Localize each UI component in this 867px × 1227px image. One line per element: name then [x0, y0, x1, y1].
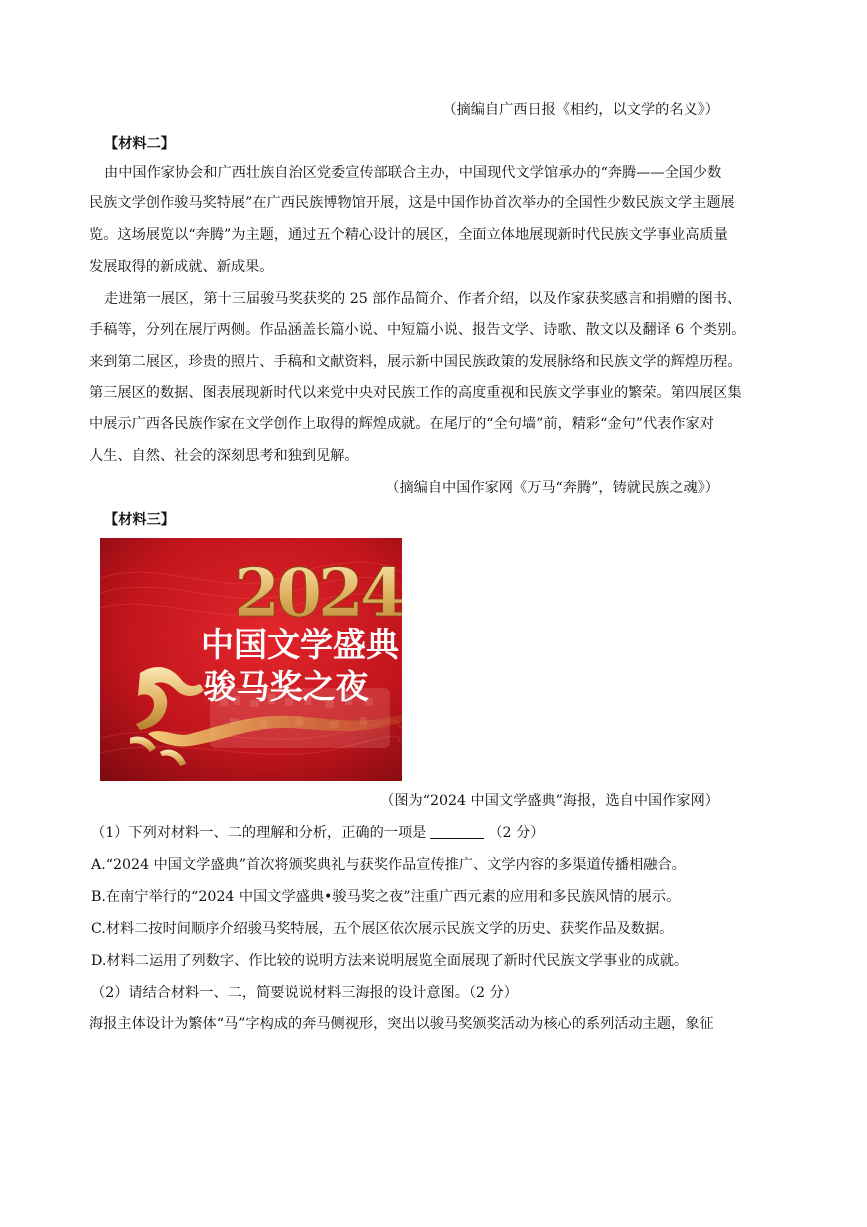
material-three-label: 【材料三】	[104, 512, 175, 528]
material-two-p2-line: 手稿等，分列在展厅两侧。作品涵盖长篇小说、中短篇小说、报告文学、诗歌、散文以及翻译 6 个类别。	[89, 322, 746, 338]
material-two-p2-line: 走进第一展区，第十三届骏马奖获奖的 25 部作品简介、作者介绍，以及作家获奖感言和捐赠的图书、	[104, 291, 742, 307]
answer-blank[interactable]	[430, 824, 484, 839]
poster-caption: （图为“2024 中国文学盛典”海报，选自中国作家网）	[380, 793, 719, 809]
material-two-p1-line: 发展取得的新成就、新成果。	[89, 259, 274, 275]
poster-title-line2: 骏马奖之夜	[203, 667, 369, 706]
material-two-p2-line: 来到第二展区，珍贵的照片、手稿和文献资料，展示新中国民族政策的发展脉络和民族文学的辉煌历程。	[89, 354, 742, 370]
option-b: B.在南宁举行的“2024 中国文学盛典•骏马奖之夜”注重广西元素的应用和多民族风情的展示。	[91, 889, 681, 905]
material-two-p1-line: 民族文学创作骏马奖特展”在广西民族博物馆开展，这是中国作协首次举办的全国性少数民族文学主题展	[89, 195, 735, 211]
poster-title-line1: 中国文学盛典	[201, 625, 399, 664]
material-two-p2-line: 中展示广西各民族作家在文学创作上取得的辉煌成就。在尾厅的“全句墙”前，精彩“金句”代表作家对	[89, 416, 714, 432]
question-two-stem: （2）请结合材料一、二，简要说说材料三海报的设计意图。（2 分）	[91, 985, 518, 1001]
poster-image	[100, 538, 402, 781]
poster-year: 2024	[234, 554, 402, 632]
material-two-p2-line: 人生、自然、社会的深刻思考和独到见解。	[89, 448, 359, 464]
option-a: A.“2024 中国文学盛典”首次将颁奖典礼与获奖作品宣传推广、文学内容的多渠道传播相融合。	[91, 857, 686, 873]
material-two-p2-line: 第三展区的数据、图表展现新时代以来党中央对民族工作的高度重视和民族文学事业的繁荣。第四展区集	[89, 385, 742, 401]
option-d: D.材料二运用了列数字、作比较的说明方法来说明展览全面展现了新时代民族文学事业的成就。	[91, 953, 689, 969]
material-two-source: （摘编自中国作家网《万马“奔腾”，铸就民族之魂》）	[385, 480, 719, 496]
question-two-answer: 海报主体设计为繁体“马”字构成的奔马侧视形，突出以骏马奖颁奖活动为核心的系列活动主题，象征	[89, 1016, 714, 1032]
question-one-stem	[91, 823, 781, 843]
material-one-source: （摘编自广西日报《相约，以文学的名义》）	[442, 102, 719, 118]
option-c: C.材料二按时间顺序介绍骏马奖特展，五个展区依次展示民族文学的历史、获奖作品及数据。	[91, 921, 674, 937]
question-one-text: （1）下列对材料一、二的理解和分析，正确的一项是	[91, 825, 427, 841]
material-two-p1-line: 由中国作家协会和广西壮族自治区党委宣传部联合主办，中国现代文学馆承办的“奔腾——全国少数	[104, 165, 722, 181]
question-one-score: （2 分）	[488, 825, 545, 841]
material-two-label: 【材料二】	[104, 136, 175, 152]
material-two-p1-line: 览。这场展览以“奔腾”为主题，通过五个精心设计的展区，全面立体地展现新时代民族文学事业高质量	[89, 227, 728, 243]
